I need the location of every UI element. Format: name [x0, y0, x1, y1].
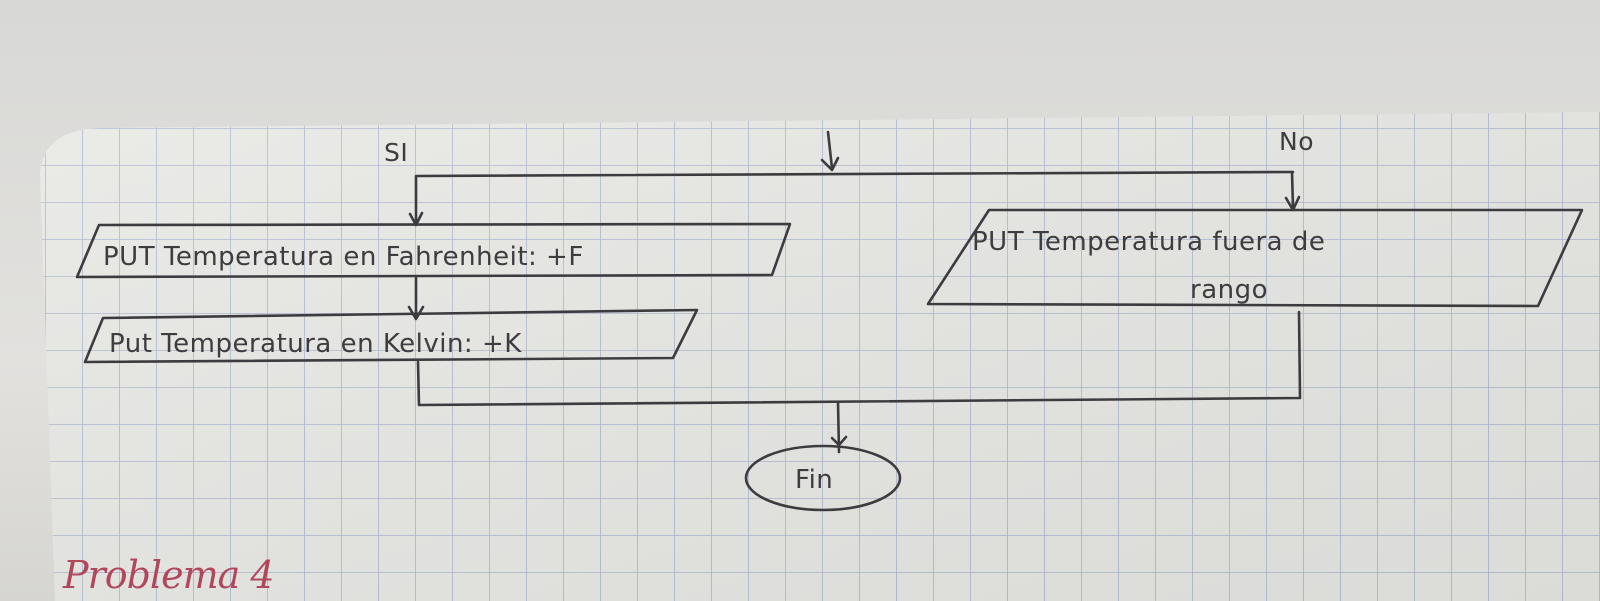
page-title: Problema 4 [63, 553, 274, 597]
yes-output-1-text: PUT Temperatura en Fahrenheit: +F [103, 242, 584, 272]
end-terminal-text: Fin [795, 465, 834, 495]
branch-no-label: No [1279, 127, 1314, 156]
branch-yes-label: SI [384, 138, 409, 167]
no-output-text-line1: PUT Temperatura fuera de [972, 227, 1326, 257]
no-output-text-line2: rango [1190, 275, 1269, 305]
yes-output-2-text: Put Temperatura en Kelvin: +K [109, 329, 522, 359]
